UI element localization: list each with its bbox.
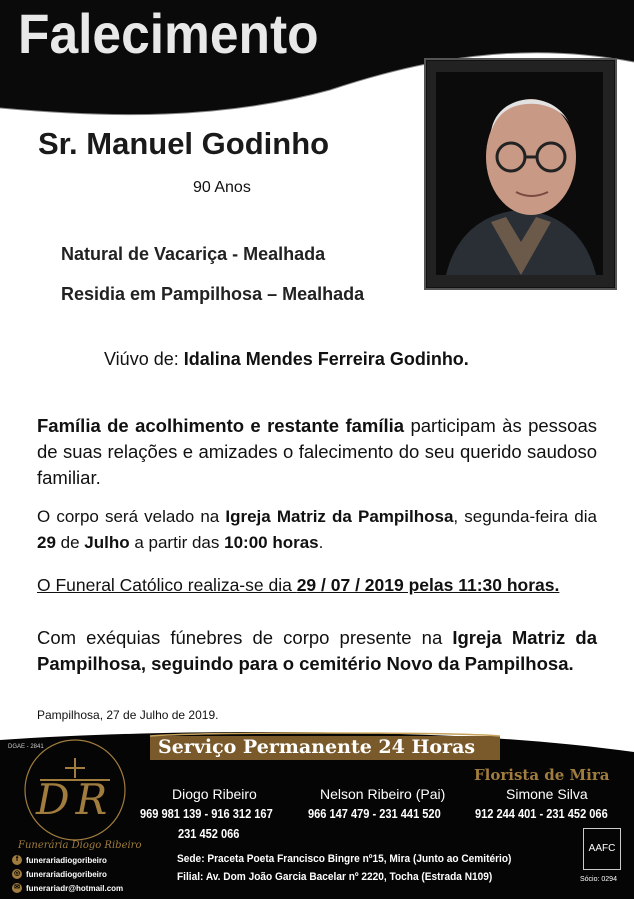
wake-text-a: O corpo será velado na [37, 507, 226, 526]
place-of-birth: Natural de Vacariça - Mealhada [61, 244, 326, 264]
wake-paragraph [37, 504, 597, 556]
exequies-paragraph [37, 625, 597, 677]
contact-diogo-name: Diogo Ribeiro [172, 786, 257, 802]
date-line: Pampilhosa, 27 de Julho de 2019. [37, 708, 219, 722]
deceased-age: 90 Anos [193, 179, 251, 196]
wake-time: 10:00 horas [224, 533, 319, 552]
dgae-code: DGAE - 2841 [8, 744, 44, 750]
funeral-home-logo: DR [36, 775, 114, 824]
service-banner: Serviço Permanente 24 Horas [158, 736, 476, 758]
place-of-residence: Residia em Pampilhosa – Mealhada [61, 284, 365, 304]
email-text: funerariadr@hotmail.com [26, 883, 124, 893]
association-logo: AAFC [583, 828, 621, 870]
funeral-text: O Funeral Católico realiza-se dia [37, 575, 297, 595]
funeral-datetime: 29 / 07 / 2019 pelas 11:30 horas. [296, 575, 560, 595]
widow-prefix: Viúvo de: [104, 349, 179, 369]
funeral-home-name: Funerária Diogo Ribeiro [18, 840, 142, 851]
email-icon: ✉ [12, 883, 22, 893]
deceased-name: Sr. Manuel Godinho [38, 126, 330, 161]
contact-simone-name: Simone Silva [506, 786, 588, 802]
announcement-text: participam às pessoas de suas relações e amizades o falecimento do seu querido saudoso familiar. [37, 415, 597, 488]
email-link[interactable] [12, 883, 123, 893]
wake-day: 29 [37, 533, 56, 552]
funeral-paragraph [37, 572, 597, 598]
exequies-text: Com exéquias fúnebres de corpo presente na [37, 627, 453, 648]
announcement-paragraph [37, 413, 597, 491]
instagram-text: funerariadiogoribeiro [26, 869, 107, 879]
member-number: Sócio: 0294 [580, 876, 617, 883]
contact-diogo-phone: 969 981 139 - 916 312 167 [140, 806, 273, 821]
family-label: Família de acolhimento e restante família [37, 415, 405, 436]
wake-text-c: , segunda-feira dia [453, 507, 597, 526]
portrait-frame [426, 60, 615, 288]
wake-text-e: de [55, 533, 85, 552]
facebook-text: funerariadiogoribeiro [26, 855, 107, 865]
contact-nelson-name: Nelson Ribeiro (Pai) [320, 786, 446, 802]
florist-name: Florista de Mira [474, 766, 610, 784]
address-branch: Filial: Av. Dom João Garcia Bacelar nº 2220, Tocha (Estrada N109) [177, 871, 493, 883]
widow-name: Idalina Mendes Ferreira Godinho. [183, 349, 469, 369]
wake-text-g: a partir das [129, 533, 225, 552]
contact-diogo-phone2: 231 452 066 [178, 826, 240, 841]
widow-line [104, 349, 469, 370]
page-title: Falecimento [18, 2, 319, 65]
wake-month: Julho [84, 533, 130, 552]
address-headquarters: Sede: Praceta Poeta Francisco Bingre nº15, Mira (Junto ao Cemitério) [177, 853, 512, 865]
contact-simone-phone: 912 244 401 - 231 452 066 [475, 806, 608, 821]
instagram-link[interactable] [12, 869, 107, 879]
exequies-location: Igreja Matriz da Pampilhosa, seguindo para o cemitério Novo da Pampilhosa. [37, 627, 597, 674]
instagram-icon: ◎ [13, 870, 21, 877]
wake-church: Igreja Matriz da Pampilhosa [225, 507, 454, 526]
wake-text-i: . [318, 533, 324, 552]
facebook-icon: f [12, 855, 22, 865]
facebook-link[interactable] [12, 855, 107, 865]
portrait-photo [436, 72, 603, 275]
contact-nelson-phone: 966 147 479 - 231 441 520 [308, 806, 441, 821]
